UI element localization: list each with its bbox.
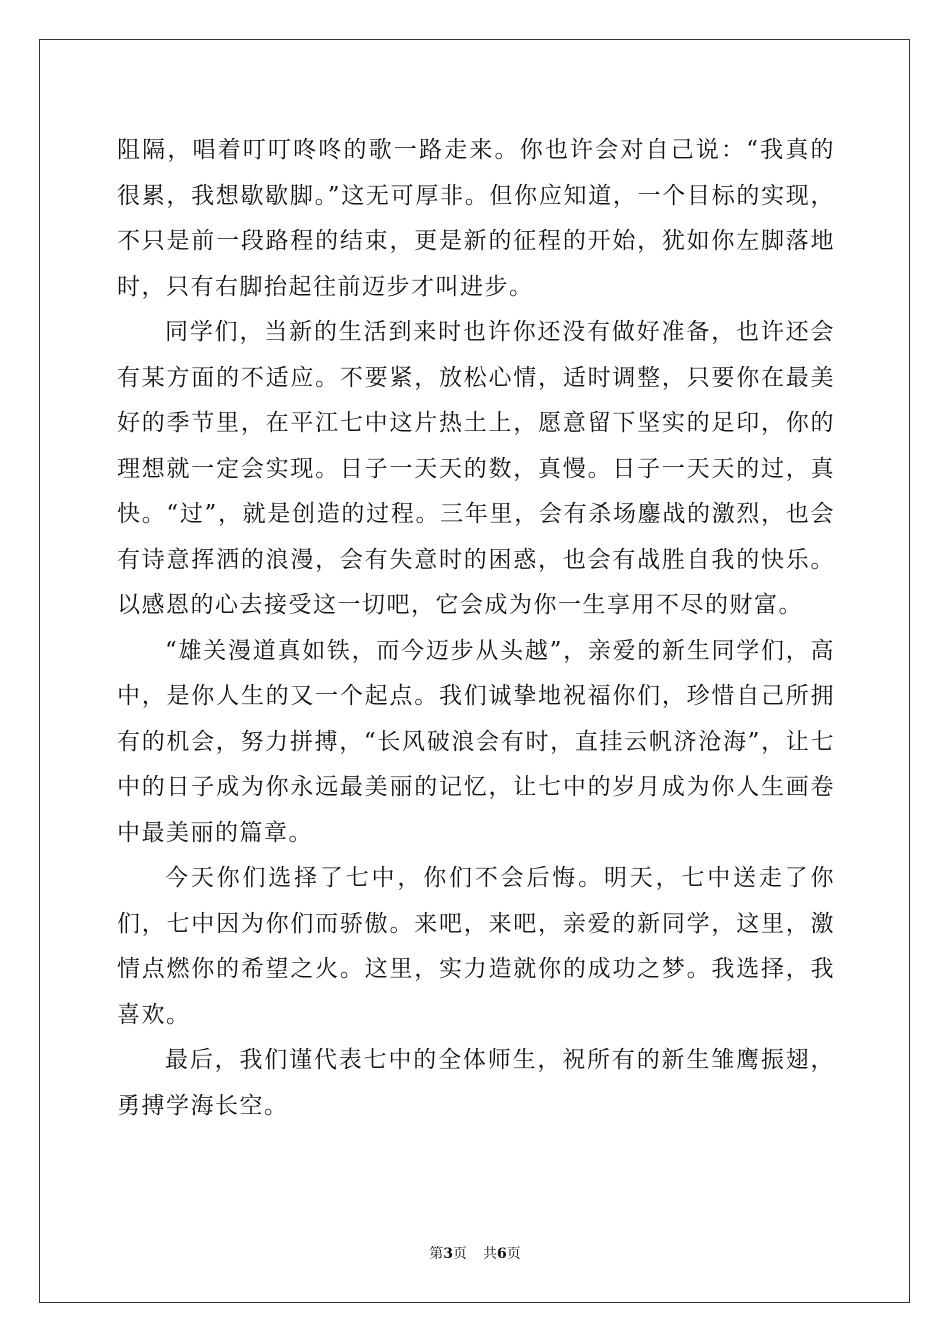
total-page-number: 6 xyxy=(497,1246,507,1262)
paragraph-5: 最后，我们谨代表七中的全体师生，祝所有的新生雏鹰振翅，勇搏学海长空。 xyxy=(117,1047,835,1119)
paragraph-4: 今天你们选择了七中，你们不会后悔。明天，七中送走了你们，七中因为你们而骄傲。来吧，来吧，亲爱的新同学，这里，激情点燃你的希望之火。这里，实力造就你的成功之梦。我选择，我喜欢。 xyxy=(117,865,835,1028)
total-prefix: 共 xyxy=(483,1246,497,1262)
document-body xyxy=(117,128,835,1129)
paragraph-1: 阻隔，唱着叮叮咚咚的歌一路走来。你也许会对自己说：“我真的很累，我想歇歇脚。”这无可厚非。但你应知道，一个目标的实现，不只是前一段路程的结束，更是新的征程的开始，犹如你左脚落地时，只有右脚抬起往前迈步才叫进步。 xyxy=(117,137,835,300)
total-unit: 页 xyxy=(506,1246,521,1262)
total-pages-indicator xyxy=(483,1246,521,1262)
page-prefix: 第 xyxy=(429,1246,444,1262)
paragraph-3: “雄关漫道真如铁，而今迈步从头越”，亲爱的新生同学们，高中，是你人生的又一个起点。我们诚挚地祝福你们，珍惜自己所拥有的机会，努力拼搏，“长风破浪会有时，直挂云帆济沧海”，让七中的日子成为你永远最美丽的记忆，让七中的岁月成为你人生画卷中最美丽的篇章。 xyxy=(117,637,835,846)
page-indicator xyxy=(429,1246,467,1262)
current-page-number: 3 xyxy=(443,1246,453,1262)
paragraph-2: 同学们，当新的生活到来时也许你还没有做好准备，也许还会有某方面的不适应。不要紧，放松心情，适时调整，只要你在最美好的季节里，在平江七中这片热土上，愿意留下坚实的足印，你的理想就一定会实现。日子一天天的数，真慢。日子一天天的过，真快。“过”，就是创造的过程。三年里，会有杀场鏖战的激烈，也会有诗意挥洒的浪漫，会有失意时的困惑，也会有战胜自我的快乐。以感恩的心去接受这一切吧，它会成为你一生享用不尽的财富。 xyxy=(117,319,835,618)
page-unit: 页 xyxy=(453,1246,467,1262)
page-footer xyxy=(0,1243,950,1263)
